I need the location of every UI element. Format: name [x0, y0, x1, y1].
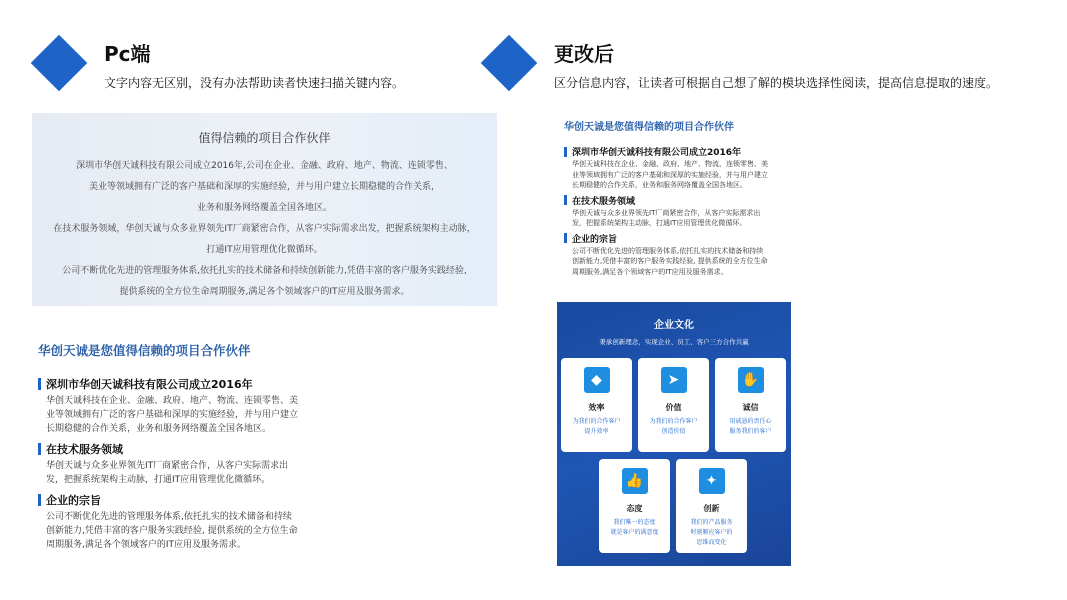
pc-panel-line: 深圳市华创天诚科技有限公司成立2016年,公司在企业、金融、政府、地产、物流、连锁零售、 [76, 161, 453, 171]
pc-panel-line: 打通IT应用管理优化微循环。 [206, 245, 323, 255]
section-heading [38, 493, 338, 507]
culture-card-title: 态度 [626, 504, 643, 513]
section-marker [38, 494, 41, 506]
section-heading [38, 377, 338, 391]
culture-card-integrity [715, 358, 786, 452]
culture-card-desc-line: 创造价值 [661, 428, 686, 435]
section-body-line: 华创天诚与众多业界领先IT厂商紧密合作，从客户实际需求出 [572, 208, 761, 217]
section-body-line: 业等领域拥有广泛的客户基础和深厚的实施经验，并与用户建立 [46, 410, 299, 420]
culture-card-desc-line: 就是客户的满意度 [610, 529, 659, 536]
culture-card-desc [676, 518, 747, 548]
section-heading-text: 深圳市华创天诚科技有限公司成立2016年 [572, 148, 742, 158]
section-heading-text: 在技术服务领域 [572, 196, 636, 207]
section-heading-text: 深圳市华创天诚科技有限公司成立2016年 [46, 378, 253, 391]
pc-panel-line: 业务和服务网络覆盖全国各地区。 [196, 203, 332, 213]
section-body-line: 华创天诚科技在企业、金融、政府、地产、物流、连锁零售、美 [572, 160, 768, 168]
culture-card-title: 价值 [665, 403, 682, 412]
culture-title: 企业文化 [654, 320, 694, 331]
article-title: 华创天诚是您值得信赖的项目合作伙伴 [564, 122, 734, 133]
pc-panel-title: 值得信赖的项目合作伙伴 [198, 131, 331, 145]
section-body-line: 公司不断优化先进的管理服务体系,依托扎实的技术储备和持续 [46, 512, 292, 522]
handshake-icon: ✋ [738, 367, 764, 393]
section-body-line: 发，把握系统架构主动脉，打通IT应用管理优化微循环。 [46, 475, 271, 485]
section-body-line: 长期稳健的合作关系，业务和服务网络覆盖全国各地区。 [572, 181, 747, 189]
right-diamond-icon [481, 35, 538, 92]
culture-card-attitude [599, 459, 670, 553]
section-marker [564, 233, 567, 243]
culture-card-desc-line: 思维而变化 [696, 539, 727, 546]
culture-card-desc-line: 我们的产品服务 [690, 519, 733, 526]
pc-panel-line: 在技术服务领域，华创天诚与众多业界领先IT厂商紧密合作，从客户实际需求出发，把握系统架构主动脉， [53, 224, 476, 234]
culture-card-desc [561, 417, 632, 437]
left-article [38, 341, 338, 552]
section-body-line: 创新能力,凭借丰富的客户服务实践经验, 提供系统的全方位生命 [46, 526, 298, 536]
culture-card-desc-line: 时刻顺应客户的 [690, 529, 733, 536]
section-body-line: 周期服务,满足各个领域客户的IT应用及服务需求。 [46, 540, 247, 550]
section-heading-text: 企业的宗旨 [46, 494, 101, 507]
left-diamond-icon [31, 35, 88, 92]
pc-panel-line: 公司不断优化先进的管理服务体系,依托扎实的技术储备和持续创新能力,凭借丰富的客户服务实践经验, [62, 266, 467, 276]
culture-card-title: 诚信 [742, 403, 759, 412]
lightbulb-icon: ✦ [699, 468, 725, 494]
section-body-line: 创新能力,凭借丰富的客户服务实践经验, 提供系统的全方位生命 [572, 257, 768, 265]
culture-card-desc-line: 为我们的合作客户 [649, 418, 698, 425]
pc-version-panel [32, 113, 497, 306]
section-body-line: 周期服务,满足各个领域客户的IT应用及服务需求。 [572, 267, 728, 276]
culture-panel [557, 302, 791, 566]
section-marker [564, 147, 567, 157]
culture-card-desc [599, 518, 670, 538]
paper-plane-icon: ➤ [661, 367, 687, 393]
section-heading-text: 在技术服务领域 [46, 443, 123, 456]
section-heading [564, 195, 794, 206]
culture-subtitle: 秉承创新理念，实现企业、员工、客户三方合作共赢 [599, 338, 749, 346]
culture-card-efficiency [561, 358, 632, 452]
section-heading-text: 企业的宗旨 [572, 234, 618, 245]
culture-card-desc-line: 服务我们的客户 [729, 428, 772, 435]
right-header-title: 更改后 [554, 42, 614, 66]
pc-panel-line: 提供系统的全方位生命周期服务,满足各个领域客户的IT应用及服务需求。 [119, 287, 410, 297]
section-body-line: 发，把握系统架构主动脉，打通IT应用管理优化微循环。 [572, 219, 747, 227]
article-title: 华创天诚是您值得信赖的项目合作伙伴 [38, 343, 251, 358]
section-marker [38, 443, 41, 455]
section-heading [564, 146, 794, 157]
right-article [564, 118, 794, 277]
section-marker [564, 195, 567, 205]
culture-card-desc [715, 417, 786, 437]
culture-card-desc-line: 用诚恳的责任心 [729, 418, 772, 425]
section-heading [38, 442, 338, 456]
diamond-icon: ◆ [584, 367, 610, 393]
culture-card-desc-line: 为我们的合作客户 [572, 418, 621, 425]
culture-card-desc [638, 417, 709, 437]
section-body-line: 华创天诚与众多业界领先IT厂商紧密合作，从客户实际需求出 [46, 461, 289, 471]
culture-card-value [638, 358, 709, 452]
section-body-line: 公司不断优化先进的管理服务体系,依托扎实的技术储备和持续 [572, 246, 764, 255]
pc-panel-line: 美业等领域拥有广泛的客户基础和深厚的实施经验，并与用户建立长期稳健的合作关系， [88, 182, 440, 192]
culture-card-desc-line: 提升效率 [584, 428, 609, 435]
culture-card-title: 效率 [588, 403, 605, 412]
right-header-desc: 区分信息内容，让读者可根据自己想了解的模块选择性阅读，提高信息提取的速度。 [554, 76, 999, 90]
section-body-line: 长期稳健的合作关系，业务和服务网络覆盖全国各地区。 [46, 424, 272, 434]
section-marker [38, 378, 41, 390]
thumbs-up-icon: 👍 [622, 468, 648, 494]
section-body-line: 业等领域拥有广泛的客户基础和深厚的实施经验，并与用户建立 [572, 170, 768, 179]
culture-card-innovation [676, 459, 747, 553]
culture-card-title: 创新 [703, 504, 720, 513]
section-body-line: 华创天诚科技在企业、金融、政府、地产、物流、连锁零售、美 [46, 396, 299, 406]
culture-card-desc-line: 我们唯一的态度 [613, 519, 656, 526]
left-header-title: Pc端 [104, 42, 151, 66]
left-header-desc: 文字内容无区别，没有办法帮助读者快速扫描关键内容。 [104, 76, 405, 90]
section-heading [564, 233, 794, 244]
